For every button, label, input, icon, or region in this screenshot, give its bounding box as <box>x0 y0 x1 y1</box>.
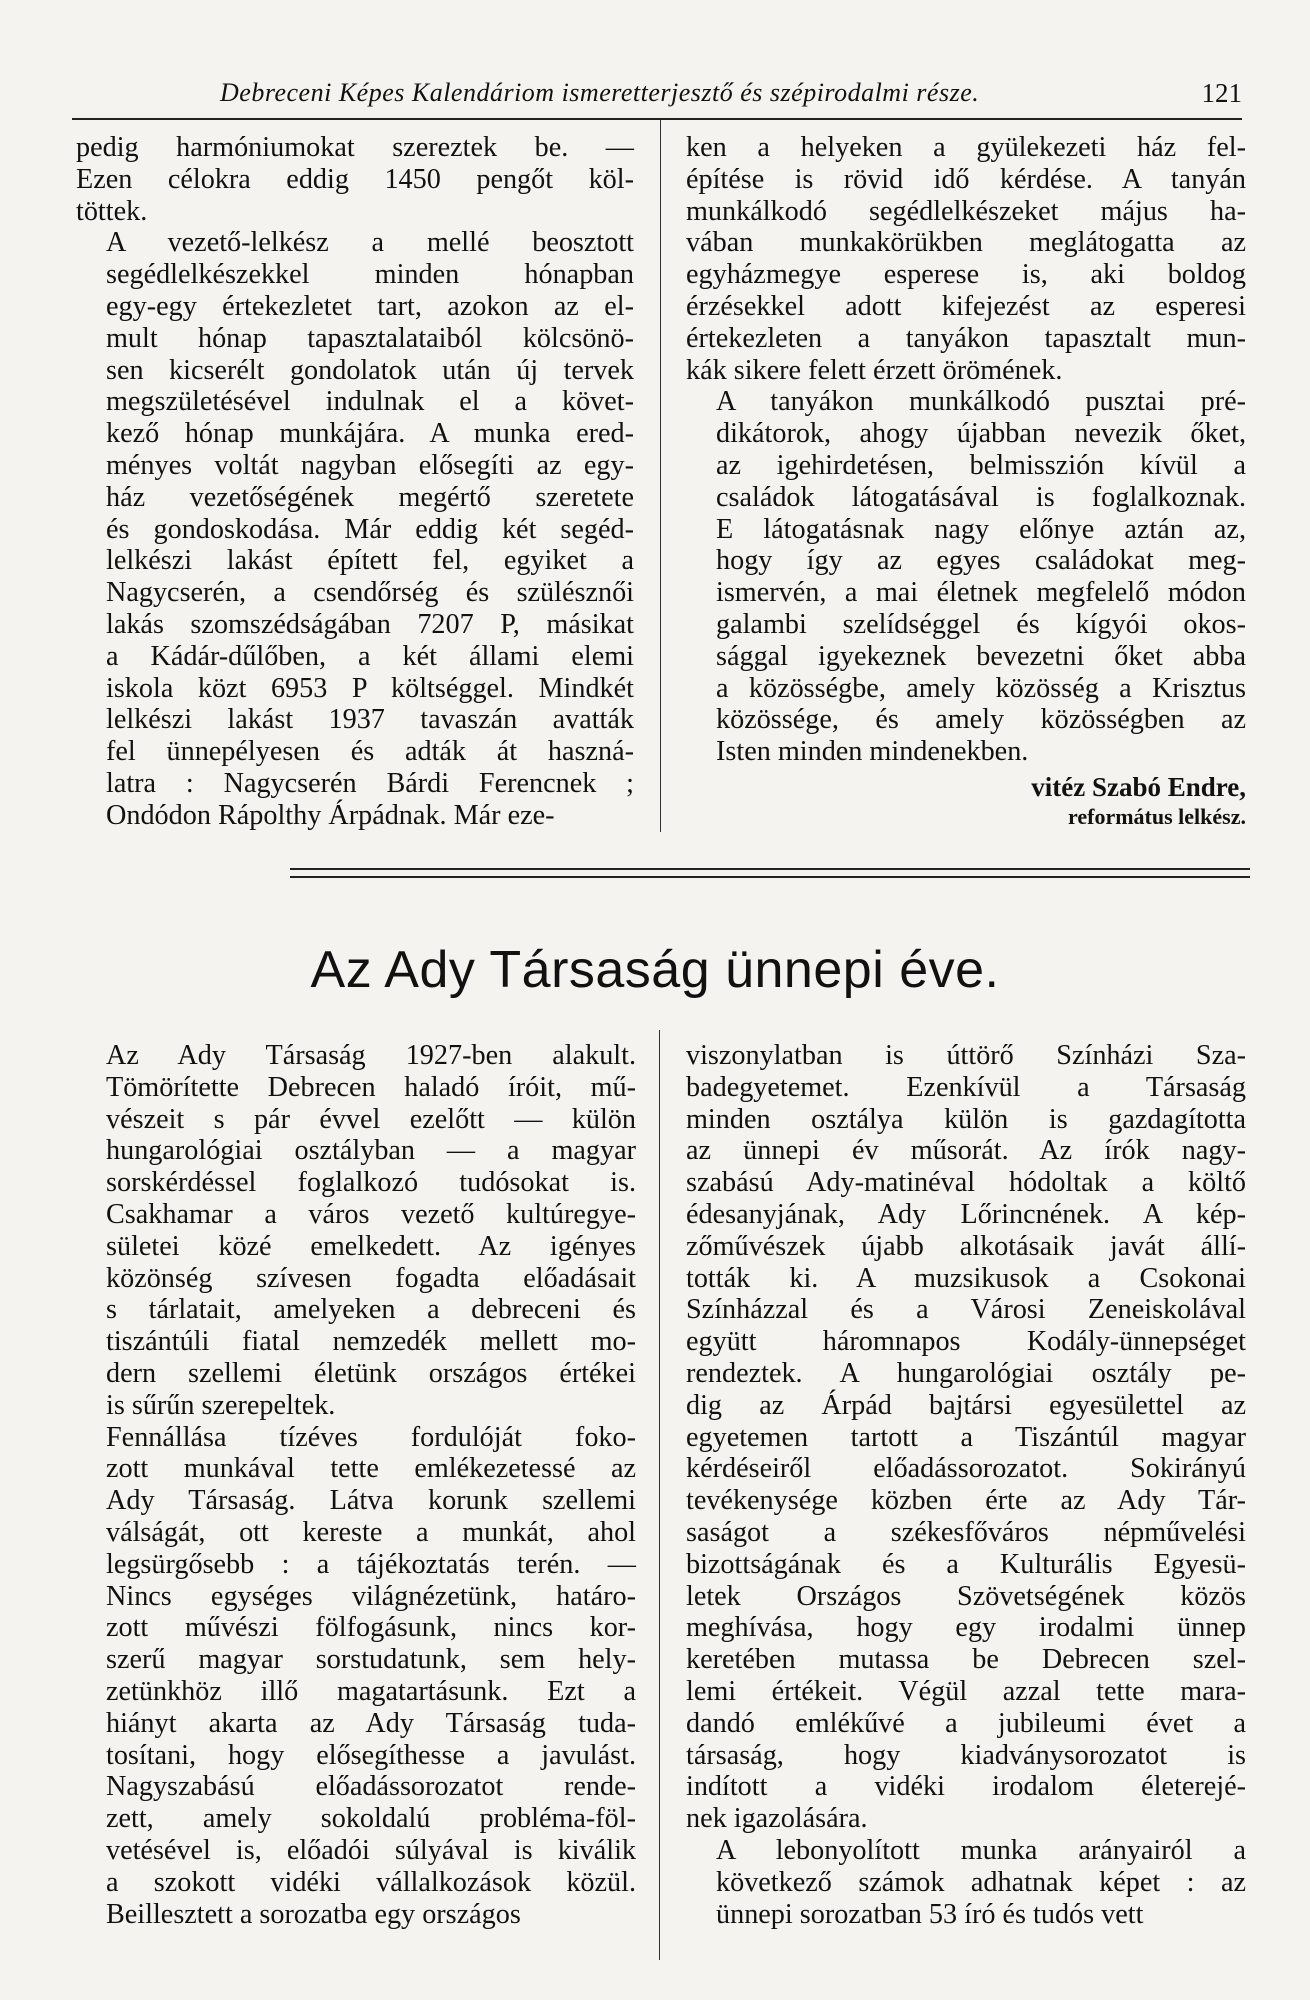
text-line: válságát, ott kereste a munkát, ahol <box>106 1516 636 1548</box>
text-line: legsürgősebb : a tájékoztatás terén. — <box>106 1548 636 1580</box>
text-line: ház vezetőségének megértő szeretete <box>106 481 634 513</box>
text-line: vészeit s pár évvel ezelőtt — külön <box>106 1103 636 1135</box>
text-line: Isten minden mindenekben. <box>716 736 1029 768</box>
text-line: Ady Társaság. Látva korunk szellemi <box>106 1485 636 1517</box>
text-line: közönség szívesen fogadta előadásait <box>106 1262 636 1294</box>
text-line: édesanyjának, Ady Lőrincnének. A kép- <box>686 1198 1246 1230</box>
text-line: hiányt akarta az Ady Társaság tuda- <box>106 1707 636 1739</box>
author-role: református lelkész. <box>1068 803 1246 829</box>
text-line: sületei közé emelkedett. Az igényes <box>106 1230 636 1262</box>
text-line: tiszántúli fiatal nemzedék mellett mo- <box>106 1326 636 1358</box>
text-line: értekezleten a tanyákon tapasztalt mun- <box>686 322 1246 354</box>
text-line: zett, amely sokoldalú probléma-föl- <box>106 1803 636 1835</box>
text-line: zetünkhöz illő magatartásunk. Ezt a <box>106 1675 636 1707</box>
text-line: társaság, hogy kiadványsorozatot is <box>686 1739 1246 1771</box>
text-line: az ünnepi év műsorát. Az írók nagy- <box>686 1135 1246 1167</box>
text-line: Nagyszabású előadássorozatot rende- <box>106 1771 636 1803</box>
text-line: A tanyákon munkálkodó pusztai pré- <box>716 386 1246 418</box>
text-line: is sűrűn szerepeltek. <box>106 1389 336 1421</box>
paragraph <box>76 1040 636 1422</box>
article1-column-left <box>76 132 634 832</box>
text-line: A lebonyolított munka arányairól a <box>716 1834 1246 1866</box>
paragraph <box>686 1835 1246 1930</box>
text-line: szabású Ady-matinéval hódoltak a költő <box>686 1167 1246 1199</box>
text-line: kérdéseiről előadássorozatot. Sokirányú <box>686 1453 1246 1485</box>
author-name: vitéz Szabó Endre, <box>1031 771 1246 802</box>
text-line: Tömörítette Debrecen haladó íróit, mű- <box>106 1071 636 1103</box>
text-line: Beillesztett a sorozatba egy országos <box>106 1898 521 1930</box>
text-line: vában munkakörükben meglátogatta az <box>686 227 1246 259</box>
text-line: ünnepi sorozatban 53 író és tudós vett <box>716 1898 1144 1930</box>
text-line: saságot a székesfőváros népművelési <box>686 1516 1246 1548</box>
text-line: zott művészi fölfogásunk, nincs kor- <box>106 1612 636 1644</box>
text-line: tevékenysége közben érte az Ady Tár- <box>686 1485 1246 1517</box>
text-line: tosítani, hogy elősegíthesse a javulást. <box>106 1739 636 1771</box>
article-title: Az Ady Társaság ünnepi éve. <box>310 941 1000 999</box>
text-line: nek igazolására. <box>686 1803 868 1835</box>
paragraph <box>686 386 1246 768</box>
text-line: hogy így az egyes családokat meg- <box>716 545 1246 577</box>
text-line: viszonylatban is úttörő Színházi Sza- <box>686 1040 1246 1071</box>
text-line: együtt háromnapos Kodály-ünnepséget <box>686 1326 1246 1358</box>
paragraph <box>76 132 634 227</box>
text-line: lelkészi lakást 1937 tavaszán avatták <box>106 704 634 736</box>
text-line: lakás szomszédságában 7207 P, másikat <box>106 608 634 640</box>
article2-column-left <box>76 1040 636 1930</box>
text-line: Ezen célokra eddig 1450 pengőt köl- <box>76 163 634 195</box>
section-divider-bottom <box>290 876 1250 878</box>
text-line: lemi értékeit. Végül azzal tette mara- <box>686 1675 1246 1707</box>
text-line: Az Ady Társaság 1927-ben alakult. <box>106 1040 636 1071</box>
text-line: dern szellemi életünk országos értékei <box>106 1357 636 1389</box>
text-line: ményes voltát nagyban elősegíti az egy- <box>106 449 634 481</box>
text-line: Nagycserén, a csendőrség és szülésznői <box>106 577 634 609</box>
text-line: sen kicserélt gondolatok után új tervek <box>106 354 634 386</box>
text-line: vetésével is, előadói súlyával is kiválik <box>106 1834 636 1866</box>
text-line: töttek. <box>76 195 148 227</box>
paragraph <box>76 227 634 831</box>
text-line: egyetemen tartott a Tiszántúl magyar <box>686 1421 1246 1453</box>
text-line: E látogatásnak nagy előnye aztán az, <box>716 513 1246 545</box>
section-divider-top <box>290 868 1250 870</box>
text-line: kező hónap munkájára. A munka ered- <box>106 418 634 450</box>
text-line: dandó emlékűvé a jubileumi évet a <box>686 1707 1246 1739</box>
text-line: Színházzal és a Városi Zeneiskolával <box>686 1294 1246 1326</box>
text-line: az igehirdetésen, belmisszión kívül a <box>716 449 1246 481</box>
text-line: s tárlatait, amelyeken a debreceni és <box>106 1294 636 1326</box>
column-divider <box>659 1030 660 1960</box>
text-line: a szokott vidéki vállalkozások közül. <box>106 1866 636 1898</box>
text-line: Ondódon Rápolthy Árpádnak. Már eze- <box>106 799 555 831</box>
author-signature <box>686 772 1246 832</box>
text-line: lelkészi lakást épített fel, egyiket a <box>106 545 634 577</box>
paragraph <box>76 1422 636 1931</box>
text-line: kák sikere felett érzett örömének. <box>686 354 1063 386</box>
text-line: ken a helyeken a gyülekezeti ház fel- <box>686 132 1246 163</box>
article1-column-right <box>686 132 1246 832</box>
text-line: és gondoskodása. Már eddig két segéd- <box>106 513 634 545</box>
page-number: 121 <box>1201 78 1242 108</box>
text-line: építése is rövid idő kérdése. A tanyán <box>686 163 1246 195</box>
text-line: sorskérdéssel foglalkozó tudósokat is. <box>106 1167 636 1199</box>
text-line: mult hónap tapasztalataiból kölcsönö- <box>106 322 634 354</box>
text-line: iskola közt 6953 P költséggel. Mindkét <box>106 672 634 704</box>
text-line: közössége, és amely közösségben az <box>716 704 1246 736</box>
text-line: hungarológiai osztályban — a magyar <box>106 1135 636 1167</box>
text-line: Csakhamar a város vezető kultúregye- <box>106 1198 636 1230</box>
text-line: tották ki. A muzsikusok a Csokonai <box>686 1262 1246 1294</box>
text-line: sággal igyekeznek bevezetni őket abba <box>716 640 1246 672</box>
text-line: dig az Árpád bajtársi egyesülettel az <box>686 1389 1246 1421</box>
text-line: munkálkodó segédlelkészeket május ha- <box>686 195 1246 227</box>
text-line: minden osztálya külön is gazdagította <box>686 1103 1246 1135</box>
text-line: Nincs egységes világnézetünk, határo- <box>106 1580 636 1612</box>
text-line: latra : Nagycserén Bárdi Ferencnek ; <box>106 767 634 799</box>
text-line: megszületésével indulnak el a követ- <box>106 386 634 418</box>
text-line: zott munkával tette emlékezetessé az <box>106 1453 636 1485</box>
text-line: indított a vidéki irodalom életerejé- <box>686 1771 1246 1803</box>
running-title: Debreceni Képes Kalendáriom ismeretterjesztő és szépirodalmi része. <box>220 78 980 107</box>
text-line: meghívása, hogy egy irodalmi ünnep <box>686 1612 1246 1644</box>
text-line: a közösségbe, amely közösség a Krisztus <box>716 672 1246 704</box>
text-line: érzésekkel adott kifejezést az esperesi <box>686 290 1246 322</box>
text-line: rendeztek. A hungarológiai osztály pe- <box>686 1357 1246 1389</box>
page-header <box>72 74 1242 120</box>
text-line: keretében mutassa be Debrecen szel- <box>686 1644 1246 1676</box>
text-line: bizottságának és a Kulturális Egyesü- <box>686 1548 1246 1580</box>
text-line: A vezető-lelkész a mellé beosztott <box>106 227 634 259</box>
text-line: Fennállása tízéves fordulóját foko- <box>106 1421 636 1453</box>
text-line: következő számok adhatnak képet : az <box>716 1866 1246 1898</box>
column-divider <box>660 120 661 832</box>
text-line: segédlelkészekkel minden hónapban <box>106 259 634 291</box>
paragraph <box>686 132 1246 386</box>
text-line: egyházmegye esperese is, aki boldog <box>686 259 1246 291</box>
text-line: a Kádár-dűlőben, a két állami elemi <box>106 640 634 672</box>
paragraph <box>686 1040 1246 1835</box>
text-line: szerű magyar sorstudatunk, sem hely- <box>106 1644 636 1676</box>
text-line: galambi szelídséggel és kígyói okos- <box>716 608 1246 640</box>
text-line: letek Országos Szövetségének közös <box>686 1580 1246 1612</box>
text-line: dikátorok, ahogy újabban nevezik őket, <box>716 418 1246 450</box>
text-line: zőművészek újabb alkotásaik javát állí- <box>686 1230 1246 1262</box>
article2-column-right <box>686 1040 1246 1930</box>
text-line: ismervén, a mai életnek megfelelő módon <box>716 577 1246 609</box>
text-line: pedig harmóniumokat szereztek be. — <box>76 132 634 163</box>
text-line: fel ünnepélyesen és adták át haszná- <box>106 736 634 768</box>
text-line: egy-egy értekezletet tart, azokon az el- <box>106 290 634 322</box>
text-line: családok látogatásával is foglalkoznak. <box>716 481 1246 513</box>
text-line: badegyetemet. Ezenkívül a Társaság <box>686 1071 1246 1103</box>
